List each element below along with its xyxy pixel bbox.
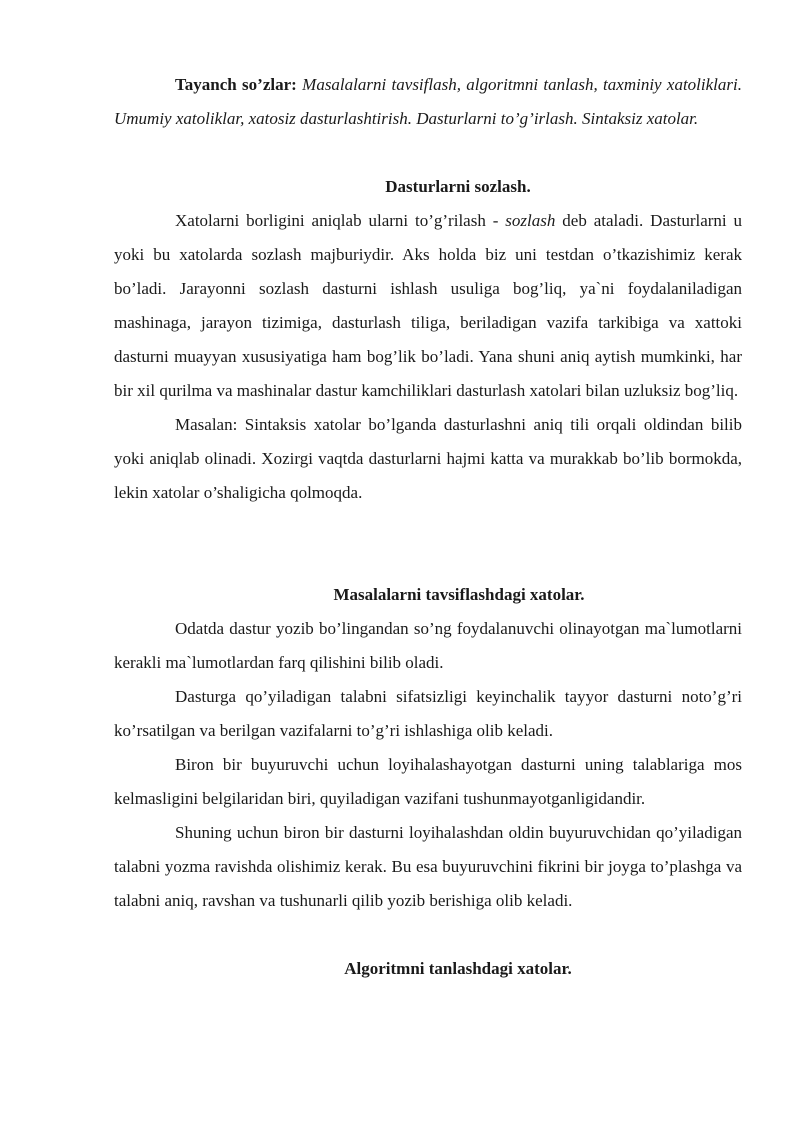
keywords-label: Tayanch so’zlar: xyxy=(175,75,297,94)
paragraph-tavsiflash-1: Odatda dastur yozib bo’lingandan so’ng foydalanuvchi olinayotgan ma`lumotlarni kerakli ma`lumotlardan farq qilishini bilib oladi. xyxy=(114,619,742,672)
term-sozlash: sozlash xyxy=(505,211,556,230)
document-page xyxy=(114,68,742,986)
spacer xyxy=(114,510,742,578)
paragraph-sozlash-1-start: Xatolarni borligini aniqlab ularni to’g’rilash - xyxy=(175,211,499,230)
keywords-paragraph xyxy=(114,68,742,136)
section-heading-algoritm: Algoritmni tanlashdagi xatolar. xyxy=(344,959,572,978)
spacer xyxy=(114,918,742,952)
keywords-text: Masalalarni tavsiflash, algoritmni tanlash, taxminiy xatoliklari. Umumiy xatoliklar, xatosiz dasturlashtirish. Dasturlarni to’g’irlash. Sintaksiz xatolar. xyxy=(114,75,742,128)
paragraph-tavsiflash-4: Shuning uchun biron bir dasturni loyihalashdan oldin buyuruvchidan qo’yiladigan talabni yozma ravishda olishimiz kerak. Bu esa buyuruvchini fikrini bir joyga to’plashga va talabni aniq, ravshan va tushunarli qilib yozib berishiga olib keladi. xyxy=(114,823,742,910)
paragraph-sozlash-1-end: deb ataladi. Dasturlarni u yoki bu xatolarda sozlash majburiydir. Aks holda biz uni testdan o’tkazishimiz kerak bo’ladi. Jarayonni sozlash dasturni ishlash usuliga bog’liq, ya`ni foydalaniladigan mashinaga, jarayon tizimiga, dasturlash tiliga, beriladigan vazifa tarkibiga va xattoki dasturni muayyan xususiyatiga ham bog’lik bo’ladi. Yana shuni aniq aytish mumkinki, har bir xil qurilma va mashinalar dastur kamchiliklari dasturlash xatolari bilan uzluksiz bog’liq. xyxy=(114,211,743,400)
section-heading-sozlash: Dasturlarni sozlash. xyxy=(385,177,531,196)
spacer xyxy=(114,136,742,170)
paragraph-tavsiflash-2: Dasturga qo’yiladigan talabni sifatsizligi keyinchalik tayyor dasturni noto’g’ri ko’rsatilgan va berilgan vazifalarni to’g’ri ishlashiga olib keladi. xyxy=(114,687,742,740)
section-heading-tavsiflash: Masalalarni tavsiflashdagi xatolar. xyxy=(333,585,585,604)
paragraph-sozlash-1 xyxy=(114,204,742,408)
paragraph-sozlash-2: Masalan: Sintaksis xatolar bo’lganda dasturlashni aniq tili orqali oldindan bilib yoki aniqlab olinadi. Xozirgi vaqtda dasturlarni hajmi katta va murakkab bo’lib bormokda, lekin xatolar o’shaligicha qolmoqda. xyxy=(114,415,742,502)
paragraph-tavsiflash-3: Biron bir buyuruvchi uchun loyihalashayotgan dasturni uning talablariga mos kelmasligini belgilaridan biri, quyiladigan vazifani tushunmayotganligidandir. xyxy=(114,755,742,808)
